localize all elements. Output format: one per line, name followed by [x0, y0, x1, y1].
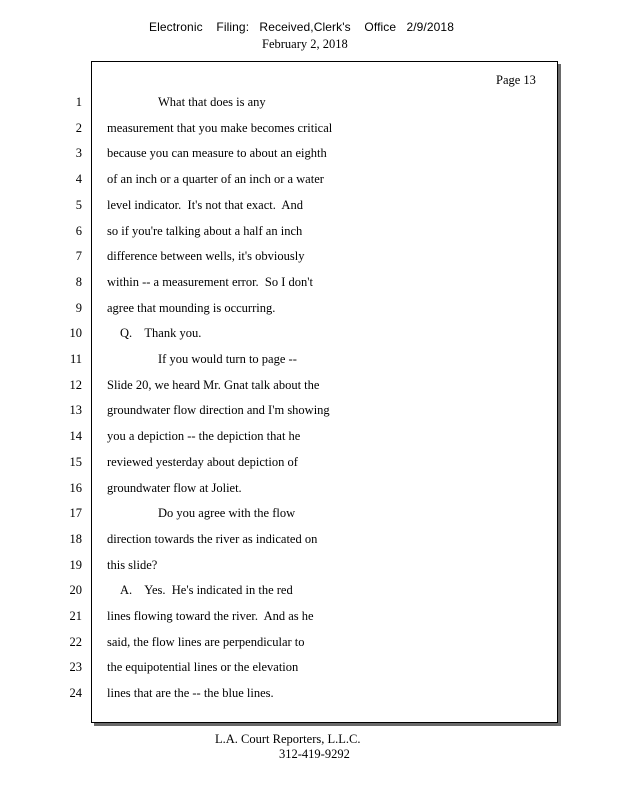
line-number: 14 — [69, 429, 82, 444]
line-text: the equipotential lines or the elevation — [107, 660, 299, 675]
line-text: level indicator. It's not that exact. And — [107, 197, 303, 212]
line-number: 7 — [75, 249, 82, 264]
line-text: groundwater flow direction and I'm showing — [107, 403, 330, 418]
line-text: difference between wells, it's obviously — [107, 249, 305, 264]
line-number: 10 — [69, 326, 82, 341]
line-number: 18 — [69, 531, 82, 546]
line-number: 4 — [75, 172, 82, 187]
line-text: Q. Thank you. — [120, 326, 202, 341]
line-number: 6 — [75, 223, 82, 238]
line-number: 12 — [69, 377, 82, 392]
line-number: 9 — [75, 300, 82, 315]
line-text: A. Yes. He's indicated in the red — [120, 583, 293, 598]
line-text: this slide? — [107, 557, 158, 572]
line-text: within -- a measurement error. So I don't — [107, 274, 314, 289]
line-number: 1 — [75, 95, 82, 109]
line-number: 23 — [69, 660, 82, 675]
line-text: you a depiction -- the depiction that he — [107, 429, 301, 444]
line-text: If you would turn to page -- — [158, 352, 297, 366]
line-text: of an inch or a quarter of an inch or a water — [107, 172, 324, 187]
line-number: 2 — [75, 120, 82, 135]
line-text: lines flowing toward the river. And as he — [107, 609, 314, 623]
line-number: 24 — [69, 686, 82, 701]
line-number: 15 — [69, 454, 82, 469]
line-text: groundwater flow at Joliet. — [107, 480, 242, 495]
line-number: 17 — [69, 506, 82, 521]
line-number: 19 — [69, 557, 82, 572]
filing-stamp: Electronic Filing: Received,Clerk's Office 2/9/2018 — [149, 20, 454, 34]
reporter-company: L.A. Court Reporters, L.L.C. — [215, 732, 361, 746]
line-text: What that does is any — [158, 95, 266, 109]
line-text: direction towards the river as indicated on — [107, 531, 318, 546]
filed-date: February 2, 2018 — [262, 37, 348, 51]
line-text: because you can measure to about an eighth — [107, 146, 327, 161]
line-number: 22 — [69, 634, 82, 649]
line-number: 20 — [69, 583, 82, 598]
reporter-phone: 312-419-9292 — [279, 747, 350, 761]
line-number: 13 — [69, 403, 82, 418]
line-text: Do you agree with the flow — [158, 506, 296, 521]
line-number: 11 — [69, 352, 82, 366]
line-text: reviewed yesterday about depiction of — [107, 454, 298, 469]
line-text: lines that are the -- the blue lines. — [107, 686, 274, 701]
line-text: agree that mounding is occurring. — [107, 300, 276, 315]
line-number: 5 — [75, 197, 82, 212]
line-number: 3 — [75, 146, 82, 161]
line-number: 8 — [75, 274, 82, 289]
line-text: measurement that you make becomes critical — [107, 120, 333, 135]
line-number: 16 — [69, 480, 82, 495]
line-number: 21 — [69, 609, 82, 623]
page-number: Page 13 — [496, 73, 536, 87]
line-text: Slide 20, we heard Mr. Gnat talk about the — [107, 377, 320, 392]
line-text: so if you're talking about a half an inch — [107, 223, 303, 238]
line-text: said, the flow lines are perpendicular to — [107, 634, 305, 649]
